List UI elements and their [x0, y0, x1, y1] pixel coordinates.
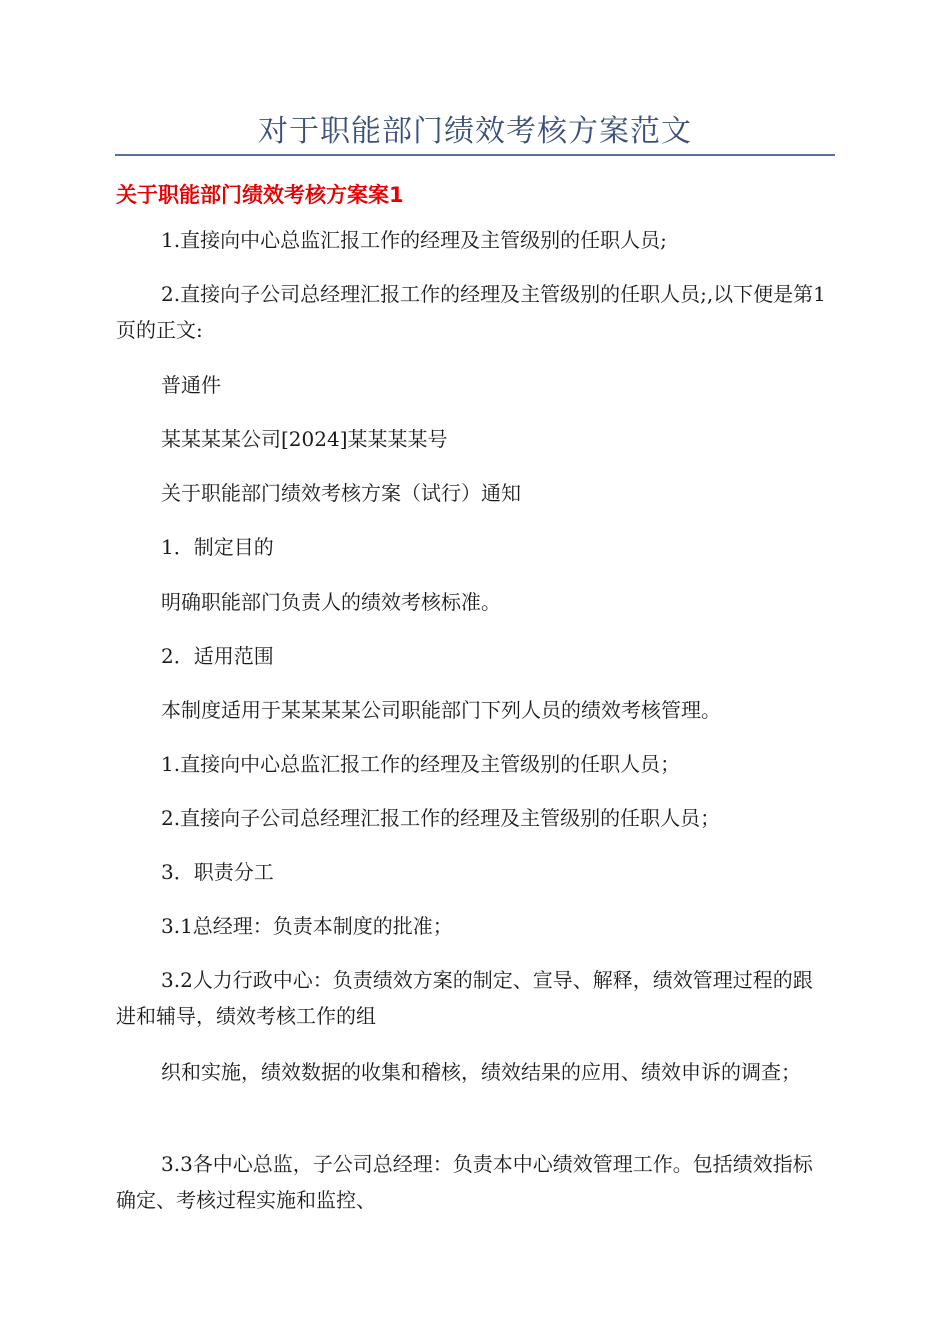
paragraph-6: 1．制定目的 — [161, 535, 274, 559]
paragraph-1: 1.直接向中心总监汇报工作的经理及主管级别的任职人员; — [161, 228, 667, 252]
paragraph-3: 普通件 — [161, 373, 221, 397]
document-title: 对于职能部门绩效考核方案范文 — [258, 114, 692, 149]
paragraph-4: 某某某某公司[2024]某某某某号 — [161, 427, 448, 451]
section-heading: 关于职能部门绩效考核方案案1 — [116, 183, 404, 207]
paragraph-10: 1.直接向中心总监汇报工作的经理及主管级别的任职人员； — [161, 752, 681, 776]
paragraph-11: 2.直接向子公司总经理汇报工作的经理及主管级别的任职人员； — [161, 806, 721, 830]
paragraph-15: 织和实施，绩效数据的收集和稽核，绩效结果的应用、绩效申诉的调查； — [161, 1060, 801, 1084]
paragraph-8: 2．适用范围 — [161, 644, 274, 668]
paragraph-16: 3.3各中心总监，子公司总经理：负责本中心绩效管理工作。包括绩效指标确定、考核过程实施和监控、 — [116, 1152, 813, 1212]
paragraph-12: 3．职责分工 — [161, 860, 274, 884]
title-underline — [115, 154, 835, 156]
paragraph-14: 3.2人力行政中心：负责绩效方案的制定、宣导、解释，绩效管理过程的跟进和辅导，绩效考核工作的组 — [116, 968, 813, 1028]
paragraph-7: 明确职能部门负责人的绩效考核标准。 — [161, 590, 501, 614]
paragraph-2: 2.直接向子公司总经理汇报工作的经理及主管级别的任职人员;,以下便是第1页的正文: — [116, 282, 826, 342]
paragraph-5: 关于职能部门绩效考核方案（试行）通知 — [161, 481, 521, 505]
paragraph-13: 3.1总经理：负责本制度的批准； — [161, 914, 453, 938]
paragraph-9: 本制度适用于某某某某公司职能部门下列人员的绩效考核管理。 — [161, 698, 721, 722]
